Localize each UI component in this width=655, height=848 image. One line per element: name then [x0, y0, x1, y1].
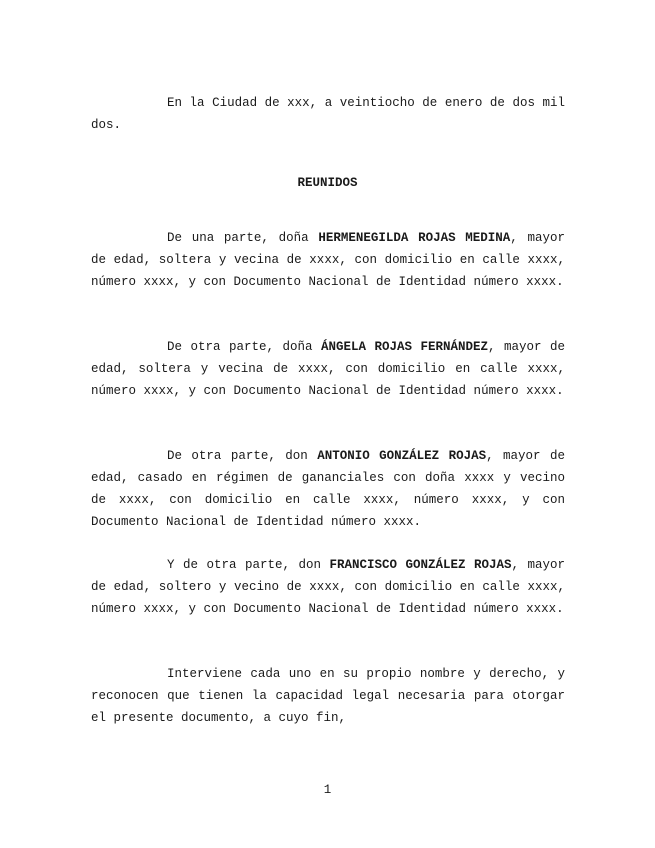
- party-paragraph-3: [91, 446, 565, 534]
- party-intro: Y de otra parte, don: [167, 558, 330, 572]
- party-paragraph-1: [91, 228, 565, 294]
- party-name: FRANCISCO GONZÁLEZ ROJAS: [329, 558, 512, 572]
- party-details: , mayor de edad, soltera y vecina de xxxx, con domicilio en calle xxxx, número xxxx, y con Documento Nacional de Identidad número xxxx.: [91, 340, 566, 398]
- party-name: ANTONIO GONZÁLEZ ROJAS: [317, 449, 487, 463]
- party-paragraph-2: [91, 337, 565, 403]
- closing-paragraph: Interviene cada uno en su propio nombre y derecho, y reconocen que tienen la capacidad legal necesaria para otorgar el presente documento, a cuyo fin,: [91, 667, 565, 725]
- party-paragraph-4: [91, 555, 565, 621]
- party-intro: De otra parte, don: [167, 449, 318, 463]
- party-name: ÁNGELA ROJAS FERNÁNDEZ: [321, 340, 489, 354]
- party-name: HERMENEGILDA ROJAS MEDINA: [318, 231, 511, 245]
- party-details: , mayor de edad, soltero y vecino de xxxx, con domicilio en calle xxxx, número xxxx, y con Documento Nacional de Identidad número xxxx.: [91, 558, 565, 616]
- opening-paragraph: En la Ciudad de xxx, a veintiocho de enero de dos mil dos.: [91, 96, 565, 132]
- party-intro: De otra parte, doña: [167, 340, 321, 354]
- section-heading: REUNIDOS: [297, 176, 358, 190]
- party-details: , mayor de edad, soltera y vecina de xxxx, con domicilio en calle xxxx, número xxxx, y con Documento Nacional de Identidad número xxxx.: [91, 231, 565, 289]
- party-details: , mayor de edad, casado en régimen de gananciales con doña xxxx y vecino de xxxx, con domicilio en calle xxxx, número xxxx, y con Documento Nacional de Identidad número xxxx.: [91, 449, 565, 529]
- page-number: 1: [323, 783, 332, 797]
- party-intro: De una parte, doña: [167, 231, 319, 245]
